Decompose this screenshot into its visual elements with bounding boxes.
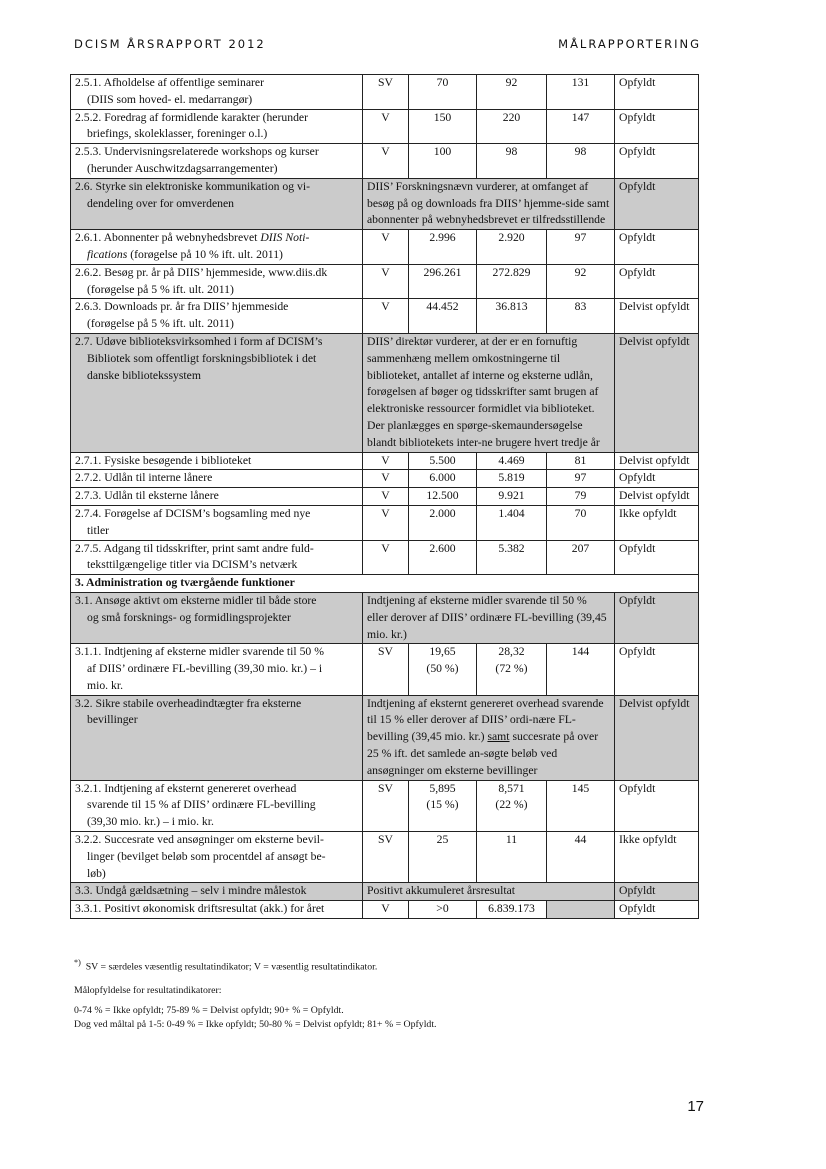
result-cell [477, 264, 547, 299]
status-cell [615, 333, 699, 452]
result-cell [477, 644, 547, 695]
result-cell [477, 832, 547, 883]
target-cell [409, 264, 477, 299]
indicator-label-line-1: 2.5.1. Afholdelse af offentlige seminarer [75, 76, 264, 89]
indicator-cell [71, 644, 363, 695]
result-cell [477, 299, 547, 334]
italic-title: DIIS Noti- [260, 231, 310, 245]
result-cell [477, 470, 547, 488]
percent-cell [547, 470, 615, 488]
percent-cell [547, 540, 615, 575]
status-cell [615, 470, 699, 488]
indicator-type: V [381, 145, 390, 159]
status-value: Opfyldt [619, 471, 656, 485]
page-number: 17 [687, 1098, 704, 1115]
indicator-type: V [381, 231, 390, 245]
indicator-cell [71, 832, 363, 883]
target-value: 25 [436, 833, 449, 847]
type-cell [363, 832, 409, 883]
goal-label-line-1: 2.6. Styrke sin elektroniske kommunikation og vi- [75, 179, 311, 193]
table-row [71, 299, 699, 334]
goal-criteria: DIIS’ direktør vurderer, at der er en fornuftig sammenhæng mellem omkostningerne til biblioteket, antallet af interne og eksterne udlån, forøgelsen af bøger og tidsskrifter samt brugen af elektroniske ressourcer formidlet via biblioteket. Der planlægges en spørge-skemaundersøgelse blandt bibliotekets inter-ne brugere hvert tredje år [367, 334, 600, 449]
goal-label-line-2: bevillinger [87, 713, 138, 727]
percent-value: 131 [571, 76, 590, 89]
criteria-cell [363, 695, 615, 780]
criteria-cell [363, 178, 615, 229]
status-cell [615, 505, 699, 540]
running-header-left: DCISM ÅRSRAPPORT 2012 [74, 37, 266, 51]
status-value: Opfyldt [619, 645, 656, 659]
result-cell [477, 540, 547, 575]
table-row [71, 333, 699, 452]
target-share: (50 %) [426, 662, 459, 676]
result-value: 5.382 [498, 541, 525, 555]
table-row [71, 452, 699, 470]
percent-value: 97 [574, 231, 587, 245]
percent-value: 44 [574, 833, 587, 847]
percent-value: 207 [571, 541, 590, 555]
table-row [71, 109, 699, 144]
indicator-type: V [381, 902, 390, 916]
indicator-label-line-2: (forøgelse på 5 % ift. ult. 2011) [87, 282, 234, 296]
indicator-type: SV [378, 833, 393, 847]
table-row [71, 832, 699, 883]
target-value: 100 [433, 145, 452, 159]
target-share: (15 %) [426, 798, 459, 812]
percent-cell [547, 75, 615, 110]
status-value: Opfyldt [619, 110, 656, 124]
goal-cell [71, 592, 363, 643]
percent-cell-empty [547, 901, 615, 919]
indicator-label-line-2: af DIIS’ ordinære FL-bevilling (39,30 mio. kr.) – i [87, 662, 323, 676]
type-cell [363, 901, 409, 919]
criteria-cell [363, 333, 615, 452]
type-cell [363, 299, 409, 334]
percent-cell [547, 780, 615, 831]
status-value: Opfyldt [619, 781, 656, 795]
status-value: Opfyldt [619, 179, 656, 193]
running-header-right: MÅLRAPPORTERING [558, 37, 701, 51]
goal-criteria: Indtjening af eksternt genereret overhead svarende til 15 % eller derover af DIIS’ ordi-nære FL-bevilling (39,45 mio. kr.) [367, 696, 604, 744]
indicator-cell [71, 540, 363, 575]
status-cell [615, 644, 699, 695]
target-cell [409, 109, 477, 144]
status-cell [615, 75, 699, 110]
goal-cell [71, 178, 363, 229]
indicator-cell [71, 901, 363, 919]
indicator-cell [71, 452, 363, 470]
table-row [71, 780, 699, 831]
status-value: Opfyldt [619, 541, 656, 555]
status-value: Opfyldt [619, 902, 656, 916]
table-row [71, 470, 699, 488]
indicator-type: V [381, 265, 390, 279]
table-row [71, 575, 699, 593]
indicator-label-line-1: 2.5.3. Undervisningsrelaterede workshops og kurser [75, 145, 319, 159]
result-value: 36.813 [495, 300, 528, 314]
goal-cell [71, 695, 363, 780]
indicator-cell [71, 780, 363, 831]
table-row [71, 883, 699, 901]
target-cell [409, 230, 477, 265]
percent-cell [547, 488, 615, 506]
percent-value: 97 [574, 471, 587, 485]
goal-label-line-1: 3.1. Ansøge aktivt om eksterne midler til både store [75, 593, 317, 607]
target-cell [409, 470, 477, 488]
goal-cell [71, 333, 363, 452]
indicator-cell [71, 488, 363, 506]
type-cell [363, 505, 409, 540]
status-cell [615, 264, 699, 299]
status-cell [615, 144, 699, 179]
target-cell [409, 75, 477, 110]
percent-value: 79 [574, 489, 587, 503]
result-value: 9.921 [498, 489, 525, 503]
indicator-label-line-1: 2.7.3. Udlån til eksterne lånere [75, 489, 219, 503]
status-value: Delvist opfyldt [619, 489, 690, 503]
type-cell [363, 540, 409, 575]
target-cell [409, 505, 477, 540]
target-value: 5,895 [429, 781, 456, 795]
goal-criteria: DIIS’ Forskningsnævn vurderer, at omfanget af besøg på og downloads fra DIIS’ hjemme-side samt abonnenter på webnyhedsbrevet er tilfredsstillende [367, 179, 610, 227]
status-cell [615, 299, 699, 334]
percent-cell [547, 832, 615, 883]
criteria-cell [363, 592, 615, 643]
status-cell [615, 178, 699, 229]
status-value: Delvist opfyldt [619, 334, 690, 348]
footnote-mark: *) [74, 958, 81, 967]
section-heading: 3. Administration og tværgående funktioner [75, 576, 295, 590]
table-row [71, 540, 699, 575]
indicator-label-line-1: 2.7.1. Fysiske besøgende i biblioteket [75, 453, 252, 467]
indicator-label-line-3: (39,30 mio. kr.) – i mio. kr. [87, 815, 214, 829]
target-line-1: 0-74 % = Ikke opfyldt; 75-89 % = Delvist opfyldt; 90+ % = Opfyldt. [74, 1005, 344, 1016]
result-value: 4.469 [498, 453, 525, 467]
footnote [74, 956, 377, 974]
target-value: 70 [436, 76, 449, 89]
status-cell [615, 780, 699, 831]
table-row [71, 644, 699, 695]
result-share: (22 %) [495, 798, 528, 812]
target-title: Målopfyldelse for resultatindikatorer: [74, 985, 222, 996]
status-value: Opfyldt [619, 265, 656, 279]
footnote-text: SV = særdeles væsentlig resultatindikator; V = væsentlig resultatindikator. [85, 961, 378, 973]
indicator-label-line-1: 2.5.2. Foredrag af formidlende karakter (herunder [75, 110, 309, 124]
type-cell [363, 144, 409, 179]
percent-value: 144 [571, 645, 590, 659]
target-cell [409, 452, 477, 470]
percent-cell [547, 452, 615, 470]
indicator-cell [71, 299, 363, 334]
indicator-label-line-2: svarende til 15 % af DIIS’ ordinære FL-bevilling [87, 798, 316, 812]
target-value: 2.600 [429, 541, 456, 555]
indicator-type: V [381, 506, 390, 520]
criteria-cell [363, 883, 615, 901]
indicator-label-line-2: titler [87, 523, 110, 537]
indicator-type: V [381, 541, 390, 555]
percent-value: 70 [574, 506, 587, 520]
indicator-label-line-2: teksttilgængelige titler via DCISM’s netværk [87, 558, 298, 572]
goal-label-line-1: 3.3. Undgå gældsætning – selv i mindre målestok [75, 884, 307, 898]
target-cell [409, 832, 477, 883]
target-value: 19,65 [429, 645, 456, 659]
target-cell [409, 780, 477, 831]
percent-value: 83 [574, 300, 587, 314]
result-value: 8,571 [498, 781, 525, 795]
indicator-label-line-2: (DIIS som hoved- el. medarrangør) [87, 92, 253, 106]
result-value: 2.920 [498, 231, 525, 245]
result-cell [477, 109, 547, 144]
result-cell [477, 230, 547, 265]
type-cell [363, 780, 409, 831]
goal-label-line-1: 2.7. Udøve biblioteksvirksomhed i form af DCISM’s [75, 334, 323, 348]
result-cell [477, 75, 547, 110]
indicator-cell [71, 75, 363, 110]
status-cell [615, 230, 699, 265]
indicator-label-line-2: linger (bevilget beløb som procentdel af ansøgt be- [87, 849, 326, 863]
status-cell [615, 901, 699, 919]
result-cell [477, 780, 547, 831]
table-row [71, 75, 699, 110]
indicator-type: V [381, 300, 390, 314]
target-cell [409, 901, 477, 919]
indicator-label-line-1: 2.7.2. Udlån til interne lånere [75, 471, 213, 485]
type-cell [363, 75, 409, 110]
status-value: Ikke opfyldt [619, 506, 677, 520]
result-value: 92 [505, 76, 518, 89]
type-cell [363, 470, 409, 488]
indicator-label-line-1: 2.6.1. Abonnenter på webnyhedsbrevet [75, 231, 258, 245]
status-value: Delvist opfyldt [619, 300, 690, 314]
percent-cell [547, 230, 615, 265]
target-value: 12.500 [426, 489, 459, 503]
status-value: Opfyldt [619, 145, 656, 159]
result-value: 1.404 [498, 506, 525, 520]
goal-criteria: Positivt akkumuleret årsresultat [367, 884, 516, 898]
status-cell [615, 832, 699, 883]
target-value: 6.000 [429, 471, 456, 485]
type-cell [363, 452, 409, 470]
status-value: Opfyldt [619, 593, 656, 607]
table-row [71, 230, 699, 265]
goal-criteria-cont: succesrate på over 25 % ift. det samlede an-søgte beløb ved ansøgninger om eksterne bevillinger [367, 730, 599, 777]
indicator-label-line-3: løb) [87, 866, 106, 880]
goal-label-line-3: danske bibliotekssystem [87, 368, 201, 382]
indicator-label-line-2: (forøgelse på 10 % ift. ult. 2011) [130, 247, 283, 261]
status-value: Delvist opfyldt [619, 696, 690, 710]
indicator-type: SV [378, 76, 393, 89]
result-cell [477, 144, 547, 179]
indicator-cell [71, 264, 363, 299]
indicator-label-line-1: 3.1.1. Indtjening af eksterne midler svarende til 50 % [75, 645, 324, 659]
goal-label-line-2: Bibliotek som offentligt forskningsbibliotek i det [87, 351, 317, 365]
status-cell [615, 540, 699, 575]
target-cell [409, 540, 477, 575]
percent-cell [547, 144, 615, 179]
target-cell [409, 144, 477, 179]
type-cell [363, 230, 409, 265]
table-row [71, 505, 699, 540]
percent-value: 98 [574, 145, 587, 159]
status-value: Opfyldt [619, 76, 656, 89]
type-cell [363, 264, 409, 299]
goal-criteria: Indtjening af eksterne midler svarende til 50 % eller derover af DIIS’ ordinære FL-bevilling (39,45 mio. kr.) [367, 593, 607, 641]
indicator-type: SV [378, 781, 393, 795]
target-value: 2.000 [429, 506, 456, 520]
indicator-label-line-1: 3.3.1. Positivt økonomisk driftsresultat (akk.) for året [75, 902, 325, 916]
result-value: 272.829 [492, 265, 531, 279]
indicator-type: V [381, 453, 390, 467]
table-row [71, 488, 699, 506]
status-cell [615, 592, 699, 643]
result-value: 220 [502, 110, 521, 124]
target-cell [409, 488, 477, 506]
status-value: Delvist opfyldt [619, 453, 690, 467]
indicator-label-line-2: (herunder Auschwitzdagsarrangementer) [87, 161, 278, 175]
indicator-cell [71, 470, 363, 488]
goal-label-line-2: og små forsknings- og formidlingsprojekter [87, 610, 291, 624]
goal-criteria-underlined: samt [487, 730, 510, 744]
indicator-label-line-1: 2.7.4. Forøgelse af DCISM’s bogsamling med nye [75, 506, 311, 520]
status-cell [615, 109, 699, 144]
goal-cell [71, 883, 363, 901]
result-cell [477, 901, 547, 919]
indicator-label-line-1: 3.2.1. Indtjening af eksternt genereret overhead [75, 781, 297, 795]
target-value: 2.996 [429, 231, 456, 245]
section-cell [71, 575, 699, 593]
percent-value: 147 [571, 110, 590, 124]
target-cell [409, 299, 477, 334]
table-row [71, 144, 699, 179]
target-value: 44.452 [426, 300, 459, 314]
result-cell [477, 488, 547, 506]
results-table [70, 74, 699, 919]
goal-label-line-1: 3.2. Sikre stabile overheadindtægter fra eksterne [75, 696, 302, 710]
percent-value: 92 [574, 265, 587, 279]
target-value: 5.500 [429, 453, 456, 467]
indicator-label-line-1: 2.7.5. Adgang til tidsskrifter, print samt andre fuld- [75, 541, 314, 555]
indicator-cell [71, 230, 363, 265]
result-value: 11 [505, 833, 518, 847]
result-share: (72 %) [495, 662, 528, 676]
percent-value: 145 [571, 781, 590, 795]
status-value: Opfyldt [619, 884, 656, 898]
result-cell [477, 452, 547, 470]
percent-cell [547, 264, 615, 299]
status-cell [615, 695, 699, 780]
target-value: >0 [436, 902, 449, 916]
indicator-label-line-1: 3.2.2. Succesrate ved ansøgninger om eksterne bevil- [75, 833, 324, 847]
table-row [71, 901, 699, 919]
indicator-type: V [381, 471, 390, 485]
status-cell [615, 883, 699, 901]
result-cell [477, 505, 547, 540]
percent-value: 81 [574, 453, 587, 467]
result-value: 28,32 [498, 645, 525, 659]
indicator-label-line-1: 2.6.3. Downloads pr. år fra DIIS’ hjemmeside [75, 300, 289, 314]
indicator-cell [71, 109, 363, 144]
percent-cell [547, 299, 615, 334]
status-cell [615, 452, 699, 470]
type-cell [363, 488, 409, 506]
type-cell [363, 109, 409, 144]
target-value: 296.261 [423, 265, 462, 279]
indicator-type: V [381, 489, 390, 503]
indicator-type: SV [378, 645, 393, 659]
status-value: Ikke opfyldt [619, 833, 677, 847]
target-value: 150 [433, 110, 452, 124]
goal-label-line-2: dendeling over for omverdenen [87, 196, 235, 210]
target-line-2: Dog ved måltal på 1-5: 0-49 % = Ikke opfyldt; 50-80 % = Delvist opfyldt; 81+ % = Opfyldt. [74, 1019, 437, 1030]
indicator-cell [71, 505, 363, 540]
target-cell [409, 644, 477, 695]
indicator-label-line-1: 2.6.2. Besøg pr. år på DIIS’ hjemmeside, www.diis.dk [75, 265, 328, 279]
table-row [71, 695, 699, 780]
table-row [71, 178, 699, 229]
percent-cell [547, 109, 615, 144]
table-row [71, 592, 699, 643]
indicator-label-line-3: mio. kr. [87, 678, 124, 692]
table-row [71, 264, 699, 299]
indicator-cell [71, 144, 363, 179]
status-cell [615, 488, 699, 506]
indicator-label-line-2: briefings, skoleklasser, foreninger o.l.) [87, 127, 268, 141]
percent-cell [547, 644, 615, 695]
indicator-type: V [381, 110, 390, 124]
italic-title-cont: fications [87, 247, 128, 261]
type-cell [363, 644, 409, 695]
result-value: 6.839.173 [488, 902, 535, 916]
result-value: 5.819 [498, 471, 525, 485]
percent-cell [547, 505, 615, 540]
status-value: Opfyldt [619, 231, 656, 245]
result-value: 98 [505, 145, 518, 159]
indicator-label-line-2: (forøgelse på 5 % ift. ult. 2011) [87, 317, 234, 331]
